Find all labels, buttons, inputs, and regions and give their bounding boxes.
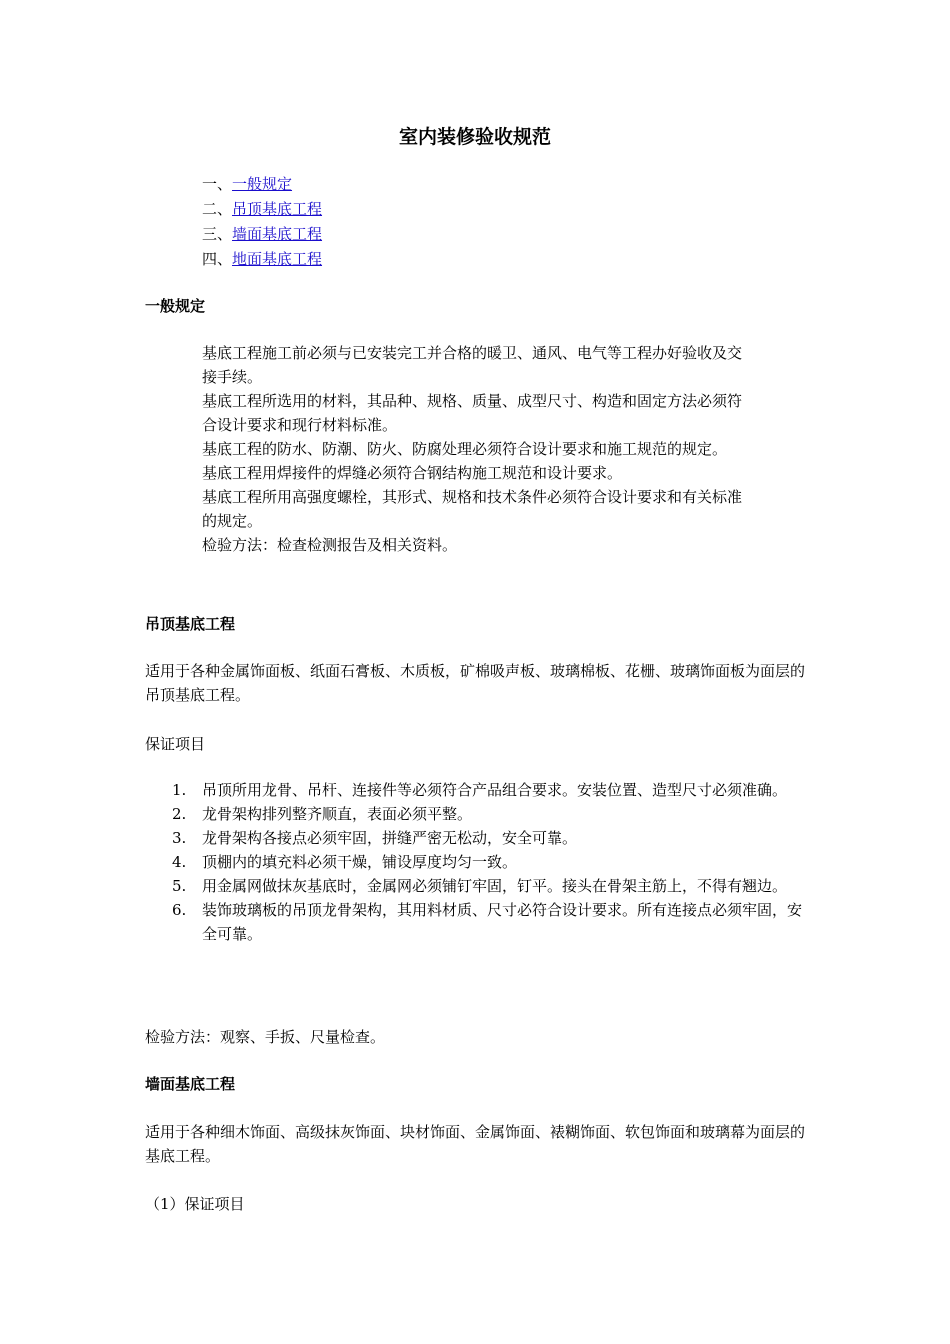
toc-link-floor[interactable]: 地面基底工程 <box>232 250 323 268</box>
toc-item-floor <box>202 247 322 272</box>
toc-prefix: 一、 <box>202 175 233 193</box>
ceiling-guarantee-list <box>145 778 810 946</box>
toc-prefix: 二、 <box>202 200 233 218</box>
list-text: 顶棚内的填充料必须干燥，铺设厚度均匀一致。 <box>202 853 518 871</box>
general-paragraph: 基底工程施工前必须与已安装完工并合格的暖卫、通风、电气等工程办好验收及交接手续。 <box>202 344 743 386</box>
toc-prefix: 四、 <box>202 250 233 268</box>
section-heading-general: 一般规定 <box>145 297 206 315</box>
general-paragraph: 基底工程所选用的材料，其品种、规格、质量、成型尺寸、构造和固定方法必须符合设计要求和现行材料标准。 <box>202 392 743 434</box>
ceiling-intro-text: 适用于各种金属饰面板、纸面石膏板、木质板，矿棉吸声板、玻璃棉板、花栅、玻璃饰面板为面层的吊顶基底工程。 <box>145 662 806 704</box>
ceiling-subheading-text: 保证项目 <box>145 735 206 753</box>
general-paragraph: 基底工程的防水、防潮、防火、防腐处理必须符合设计要求和施工规范的规定。 <box>202 440 728 458</box>
list-number: 2. <box>172 805 187 823</box>
general-paragraph: 基底工程用焊接件的焊缝必须符合钢结构施工规范和设计要求。 <box>202 464 623 482</box>
list-item <box>145 802 810 826</box>
list-item <box>145 898 810 946</box>
list-number: 6. <box>172 901 187 919</box>
toc-link-wall[interactable]: 墙面基底工程 <box>232 225 323 243</box>
wall-intro-text: 适用于各种细木饰面、高级抹灰饰面、块材饰面、金属饰面、裱糊饰面、软包饰面和玻璃幕为面层的基底工程。 <box>145 1123 806 1165</box>
ceiling-check-method <box>145 1025 810 1049</box>
list-number: 3. <box>172 829 187 847</box>
toc-item-ceiling <box>202 197 322 222</box>
wall-subheading-text: （1）保证项目 <box>145 1195 245 1213</box>
ceiling-subheading <box>145 732 810 756</box>
list-text: 龙骨架构各接点必须牢固，拼缝严密无松动，安全可靠。 <box>202 829 578 847</box>
check-method-text: 检验方法：观察、手扳、尺量检查。 <box>145 1028 386 1046</box>
list-item <box>145 778 810 802</box>
general-rules-block <box>202 341 754 557</box>
wall-intro <box>145 1120 810 1168</box>
toc-link-general[interactable]: 一般规定 <box>232 175 293 193</box>
ceiling-intro <box>145 659 810 707</box>
list-item <box>145 850 810 874</box>
toc-link-ceiling[interactable]: 吊顶基底工程 <box>232 200 323 218</box>
list-text: 用金属网做抹灰基底时，金属网必须铺钉牢固，钉平。接头在骨架主筋上，不得有翘边。 <box>202 877 788 895</box>
table-of-contents <box>202 172 322 272</box>
toc-item-general <box>202 172 322 197</box>
list-number: 4. <box>172 853 187 871</box>
document-title: 室内装修验收规范 <box>398 126 551 148</box>
section-heading-wall: 墙面基底工程 <box>145 1075 236 1093</box>
toc-item-wall <box>202 222 322 247</box>
section-heading-ceiling: 吊顶基底工程 <box>145 615 236 633</box>
general-paragraph: 基底工程所用高强度螺栓，其形式、规格和技术条件必须符合设计要求和有关标准的规定。 <box>202 488 743 530</box>
toc-prefix: 三、 <box>202 225 233 243</box>
list-item <box>145 826 810 850</box>
list-item <box>145 874 810 898</box>
list-text: 装饰玻璃板的吊顶龙骨架构，其用料材质、尺寸必符合设计要求。所有连接点必须牢固，安全可靠。 <box>202 901 803 943</box>
general-paragraph: 检验方法：检查检测报告及相关资料。 <box>202 536 458 554</box>
list-text: 龙骨架构排列整齐顺直，表面必须平整。 <box>202 805 473 823</box>
list-number: 5. <box>172 877 187 895</box>
wall-subheading <box>145 1192 810 1216</box>
list-text: 吊顶所用龙骨、吊杆、连接件等必须符合产品组合要求。安装位置、造型尺寸必须准确。 <box>202 781 788 799</box>
list-number: 1. <box>172 781 187 799</box>
